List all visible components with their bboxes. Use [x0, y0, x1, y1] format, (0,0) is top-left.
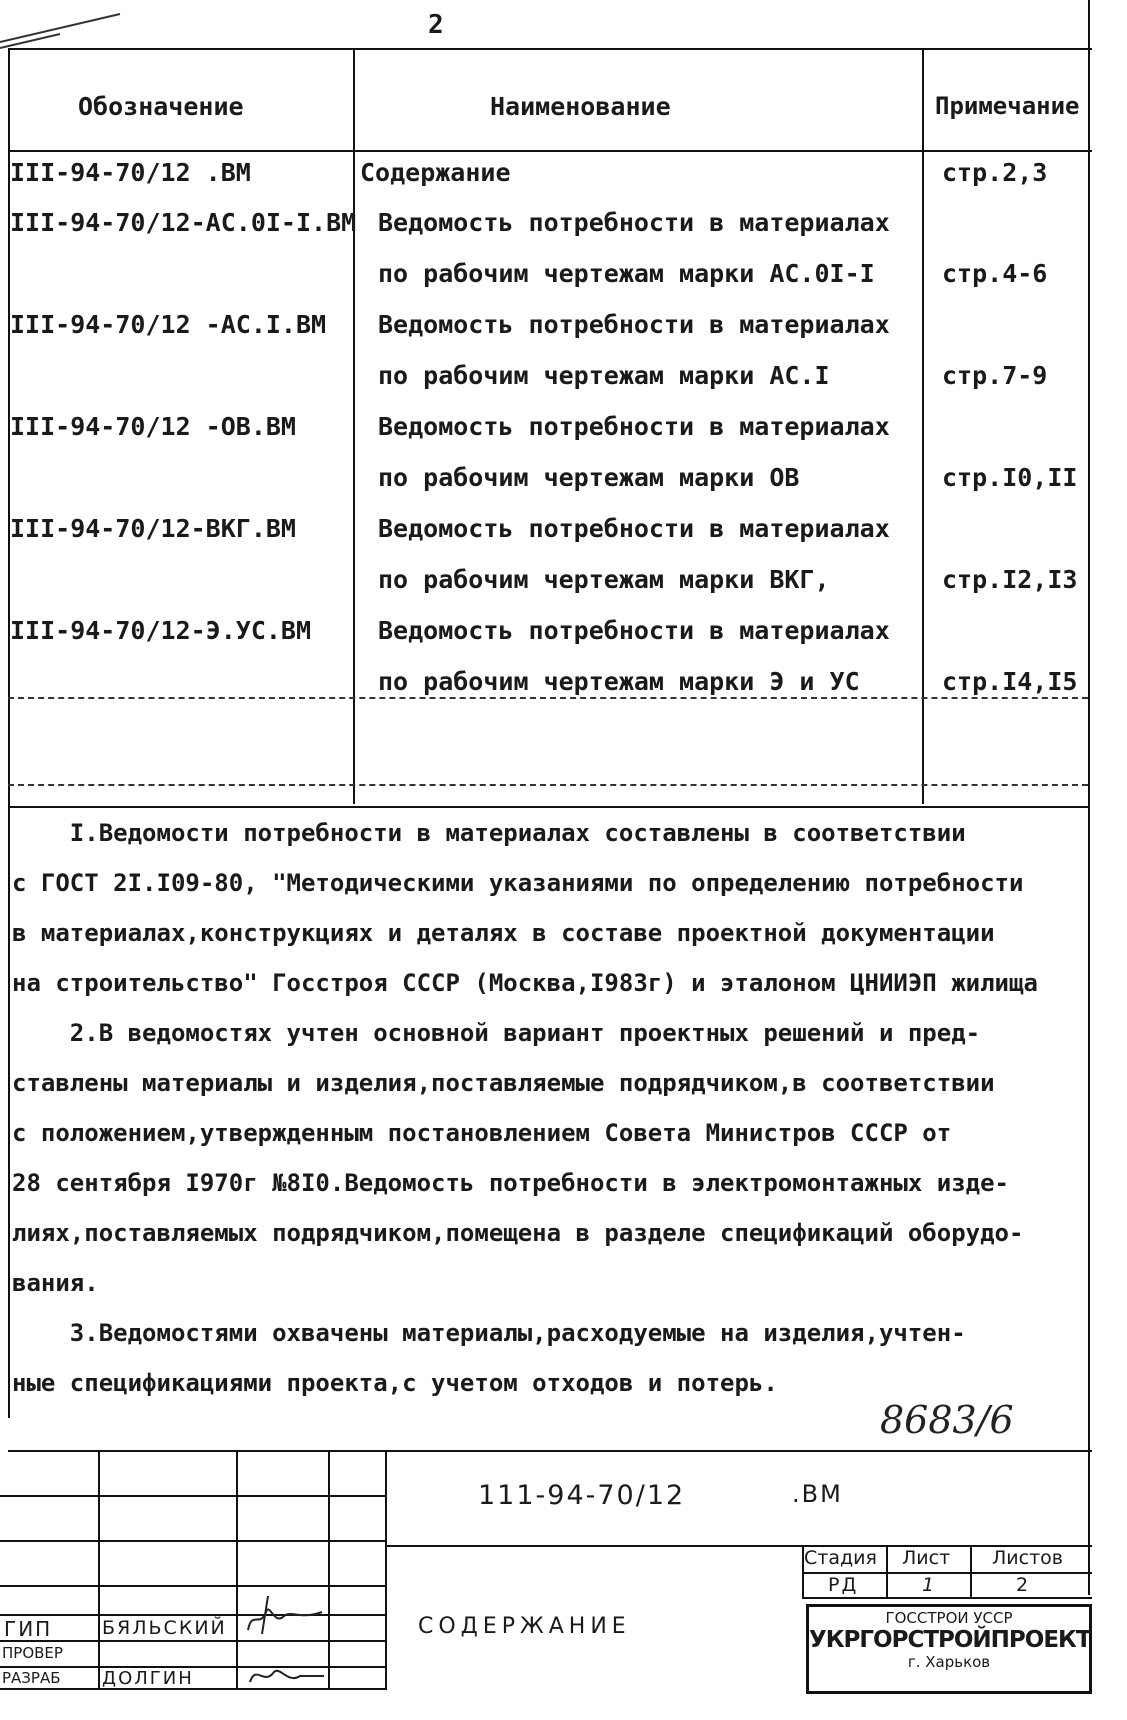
scan-artifact-top-left	[0, 0, 140, 60]
table-row-designation: III-94-70/12-АС.0I-I.ВМ	[10, 208, 357, 237]
note-line: в материалах,конструкциях и деталях в составе проектной документации	[12, 919, 995, 947]
drawing-code: 111-94-70/12	[478, 1480, 686, 1511]
table-row-name: по рабочим чертежам марки АС.0I-I	[378, 259, 875, 288]
table-row-name: по рабочим чертежам марки ВКГ,	[378, 565, 830, 594]
table-row-name: по рабочим чертежам марки Э и УС	[378, 667, 860, 696]
note-line: с положением,утвержденным постановлением Совета Министров СССР от	[12, 1119, 952, 1147]
note-line: лиях,поставляемых подрядчиком,помещена в разделе спецификаций оборудо-	[12, 1219, 1024, 1247]
note-line: вания.	[12, 1269, 99, 1297]
org-line1: ГОССТРОИ УССР	[885, 1609, 1013, 1627]
organization-stamp	[806, 1604, 1092, 1694]
header-designation: Обозначение	[78, 92, 244, 121]
table-row-name: Ведомость потребности в материалах	[378, 310, 890, 339]
page-number: 2	[428, 10, 444, 40]
table-row-note: стр.7-9	[942, 361, 1048, 390]
document-title: СОДЕРЖАНИЕ	[418, 1614, 631, 1639]
note-line: ставлены материалы и изделия,поставляемые подрядчиком,в соответствии	[12, 1069, 995, 1097]
table-row-note: стр.I0,II	[942, 463, 1078, 492]
table-row-note: стр.4-6	[942, 259, 1048, 288]
table-row-name: по рабочим чертежам марки АС.I	[378, 361, 830, 390]
table-row-note: стр.I2,I3	[942, 565, 1078, 594]
org-city: г. Харьков	[907, 1653, 991, 1671]
org-name: УКРГОРСТРОЙПРОЕКТ	[809, 1627, 1091, 1653]
stage-label: Стадия	[804, 1547, 877, 1569]
table-row-designation: III-94-70/12 -АС.I.ВМ	[10, 310, 327, 339]
table-row-designation: III-94-70/12 .ВМ	[10, 158, 251, 187]
stage-value: РД	[828, 1574, 859, 1596]
table-row-name: по рабочим чертежам марки ОВ	[378, 463, 800, 492]
sheets-value: 2	[1016, 1574, 1031, 1596]
inventory-number: 8683/6	[880, 1398, 1014, 1442]
drawing-code-suffix: .ВМ	[792, 1480, 843, 1508]
table-row-name: Ведомость потребности в материалах	[378, 412, 890, 441]
role-label: ГИП	[4, 1617, 53, 1641]
role-label: РАЗРАБ	[2, 1669, 61, 1687]
note-line: 2.В ведомостях учтен основной вариант проектных решений и пред-	[12, 1019, 981, 1047]
table-row-name: Содержание	[360, 158, 511, 187]
table-row-note: стр.I4,I5	[942, 667, 1078, 696]
table-row-designation: III-94-70/12-Э.УС.ВМ	[10, 616, 312, 645]
role-name: БЯЛЬСКИЙ	[102, 1617, 227, 1639]
note-line: 3.Ведомостями охвачены материалы,расходуемые на изделия,учтен-	[12, 1319, 966, 1347]
note-line: ные спецификациями проекта,с учетом отходов и потерь.	[12, 1369, 778, 1397]
sheets-label: Листов	[992, 1547, 1063, 1569]
table-row-name: Ведомость потребности в материалах	[378, 514, 890, 543]
note-line: I.Ведомости потребности в материалах составлены в соответствии	[12, 819, 966, 847]
signature-gip	[240, 1590, 330, 1640]
table-row-note: стр.2,3	[942, 158, 1048, 187]
note-line: 28 сентября I970г №8I0.Ведомость потребности в электромонтажных изде-	[12, 1169, 1009, 1197]
sheet-value: 1	[922, 1574, 937, 1596]
note-line: на строительство" Госстроя СССР (Москва,I983г) и эталоном ЦНИИЭП жилища	[12, 969, 1038, 997]
note-line: с ГОСТ 2I.I09-80, "Методическими указаниями по определению потребности	[12, 869, 1024, 897]
sheet-label: Лист	[902, 1547, 951, 1569]
header-name: Наименование	[490, 92, 671, 121]
table-row-designation: III-94-70/12 -ОВ.ВМ	[10, 412, 296, 441]
signature-razrab	[240, 1660, 330, 1690]
role-label: ПРОВЕР	[2, 1644, 63, 1662]
table-row-name: Ведомость потребности в материалах	[378, 208, 890, 237]
header-note: Примечание	[935, 92, 1080, 120]
table-row-name: Ведомость потребности в материалах	[378, 616, 890, 645]
role-name: ДОЛГИН	[102, 1668, 194, 1689]
table-row-designation: III-94-70/12-ВКГ.ВМ	[10, 514, 296, 543]
